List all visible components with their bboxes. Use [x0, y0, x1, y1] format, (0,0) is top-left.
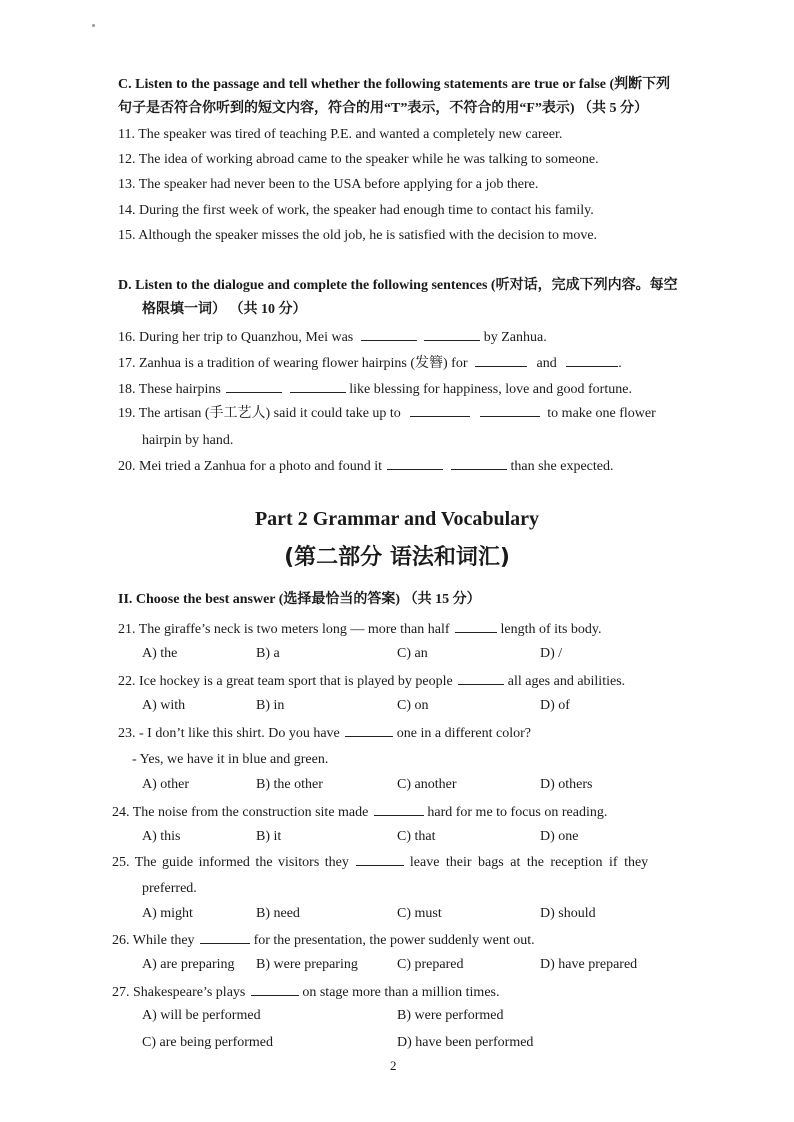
question-24-text: 24. The noise from the construction site made — [112, 805, 369, 820]
question-25 — [112, 853, 648, 872]
question-25-tail: leave their bags at the reception if they — [409, 855, 649, 870]
answer-blank[interactable] — [458, 672, 504, 685]
option-22-c[interactable]: C) on — [397, 698, 429, 713]
question-22-tail: all ages and abilities. — [507, 674, 626, 689]
answer-blank[interactable] — [410, 404, 470, 417]
answer-blank[interactable] — [251, 983, 299, 996]
question-22 — [118, 672, 625, 691]
answer-blank[interactable] — [290, 380, 346, 393]
option-23-c[interactable]: C) another — [397, 777, 457, 792]
question-16-tail: by Zanhua. — [483, 330, 547, 345]
answer-blank[interactable] — [356, 853, 404, 866]
option-22-d[interactable]: D) of — [540, 698, 570, 713]
question-24-tail: hard for me to focus on reading. — [427, 805, 608, 820]
section-d-header-line2: 格限填一词） （共 10 分） — [142, 302, 307, 317]
question-19-tail: to make one flower — [547, 406, 656, 421]
question-21-tail: length of its body. — [500, 622, 602, 637]
question-22-text: 22. Ice hockey is a great team sport that is played by people — [118, 674, 453, 689]
question-20-tail: than she expected. — [510, 459, 614, 474]
question-21 — [118, 620, 602, 639]
question-26 — [112, 931, 535, 950]
option-26-c[interactable]: C) prepared — [397, 957, 464, 972]
option-24-d[interactable]: D) one — [540, 829, 579, 844]
question-27-text: 27. Shakespeare’s plays — [112, 985, 246, 1000]
question-17-and: and — [536, 356, 557, 371]
option-25-a[interactable]: A) might — [142, 906, 193, 921]
answer-blank[interactable] — [480, 404, 540, 417]
question-18-tail: like blessing for happiness, love and good fortune. — [349, 382, 632, 397]
section-d-header-line1: D. Listen to the dialogue and complete the following sentences (听对话，完成下列内容。每空 — [118, 278, 678, 293]
question-19-text: 19. The artisan (手工艺人) said it could take up to — [118, 406, 401, 421]
answer-blank[interactable] — [374, 803, 424, 816]
question-18 — [118, 380, 632, 399]
answer-blank[interactable] — [566, 354, 618, 367]
option-24-b[interactable]: B) it — [256, 829, 282, 844]
question-14: 14. During the first week of work, the speaker had enough time to contact his family. — [118, 203, 594, 218]
question-25-continued: preferred. — [142, 881, 197, 896]
question-27 — [112, 983, 500, 1002]
question-23-reply: - Yes, we have it in blue and green. — [132, 752, 329, 767]
option-22-b[interactable]: B) in — [256, 698, 285, 713]
option-27-d[interactable]: D) have been performed — [397, 1035, 534, 1050]
question-26-tail: for the presentation, the power suddenly went out. — [253, 933, 535, 948]
question-19-continued: hairpin by hand. — [142, 433, 234, 448]
question-17-text: 17. Zanhua is a tradition of wearing flower hairpins (发簪) for — [118, 356, 468, 371]
option-23-d[interactable]: D) others — [540, 777, 593, 792]
question-16-text: 16. During her trip to Quanzhou, Mei was — [118, 330, 354, 345]
answer-blank[interactable] — [200, 931, 250, 944]
question-17 — [118, 354, 622, 373]
question-27-tail: on stage more than a million times. — [302, 985, 500, 1000]
answer-blank[interactable] — [226, 380, 282, 393]
question-26-text: 26. While they — [112, 933, 195, 948]
option-27-c[interactable]: C) are being performed — [142, 1035, 273, 1050]
answer-blank[interactable] — [387, 457, 443, 470]
question-11: 11. The speaker was tired of teaching P.E. and wanted a completely new career. — [118, 127, 563, 142]
page-number: 2 — [390, 1058, 397, 1073]
option-26-b[interactable]: B) were preparing — [256, 957, 358, 972]
option-21-a[interactable]: A) the — [142, 646, 178, 661]
question-25-text: 25. The guide informed the visitors they — [112, 855, 349, 870]
question-13: 13. The speaker had never been to the USA before applying for a job there. — [118, 177, 539, 192]
section-c-header-line2: 句子是否符合你听到的短文内容，符合的用“T”表示，不符合的用“F”表示) （共 5 分） — [118, 101, 649, 116]
option-25-d[interactable]: D) should — [540, 906, 596, 921]
question-21-text: 21. The giraffe’s neck is two meters long — more than half — [118, 622, 450, 637]
option-22-a[interactable]: A) with — [142, 698, 186, 713]
option-23-b[interactable]: B) the other — [256, 777, 323, 792]
question-23 — [118, 724, 531, 743]
answer-blank[interactable] — [451, 457, 507, 470]
question-23-tail: one in a different color? — [396, 726, 532, 741]
question-18-text: 18. These hairpins — [118, 382, 221, 397]
option-27-b[interactable]: B) were performed — [397, 1008, 504, 1023]
section-c-header-line1: C. Listen to the passage and tell whether the following statements are true or false (判断下列 — [118, 77, 671, 92]
option-24-c[interactable]: C) that — [397, 829, 436, 844]
answer-blank[interactable] — [345, 724, 393, 737]
option-25-b[interactable]: B) need — [256, 906, 300, 921]
option-24-a[interactable]: A) this — [142, 829, 181, 844]
question-20 — [118, 457, 614, 476]
part-2-subtitle: (第二部分 语法和词汇) — [284, 545, 510, 570]
section-ii-header: II. Choose the best answer (选择最恰当的答案) （共 15 分） — [118, 592, 481, 607]
question-16 — [118, 328, 547, 347]
option-26-a[interactable]: A) are preparing — [142, 957, 235, 972]
question-20-text: 20. Mei tried a Zanhua for a photo and found it — [118, 459, 382, 474]
option-21-d[interactable]: D) / — [540, 646, 563, 661]
option-21-c[interactable]: C) an — [397, 646, 428, 661]
answer-blank[interactable] — [475, 354, 527, 367]
question-17-period: . — [618, 356, 622, 371]
question-24 — [112, 803, 607, 822]
option-25-c[interactable]: C) must — [397, 906, 442, 921]
part-2-title: Part 2 Grammar and Vocabulary — [254, 508, 540, 530]
answer-blank[interactable] — [424, 328, 480, 341]
question-15: 15. Although the speaker misses the old job, he is satisfied with the decision to move. — [118, 228, 598, 243]
option-23-a[interactable]: A) other — [142, 777, 190, 792]
question-12: 12. The idea of working abroad came to the speaker while he was talking to someone. — [118, 152, 599, 167]
option-21-b[interactable]: B) a — [256, 646, 280, 661]
question-19 — [118, 404, 656, 423]
scan-speck — [92, 24, 95, 27]
question-23-text: 23. - I don’t like this shirt. Do you have — [118, 726, 340, 741]
answer-blank[interactable] — [361, 328, 417, 341]
option-27-a[interactable]: A) will be performed — [142, 1008, 261, 1023]
answer-blank[interactable] — [455, 620, 497, 633]
option-26-d[interactable]: D) have prepared — [540, 957, 638, 972]
